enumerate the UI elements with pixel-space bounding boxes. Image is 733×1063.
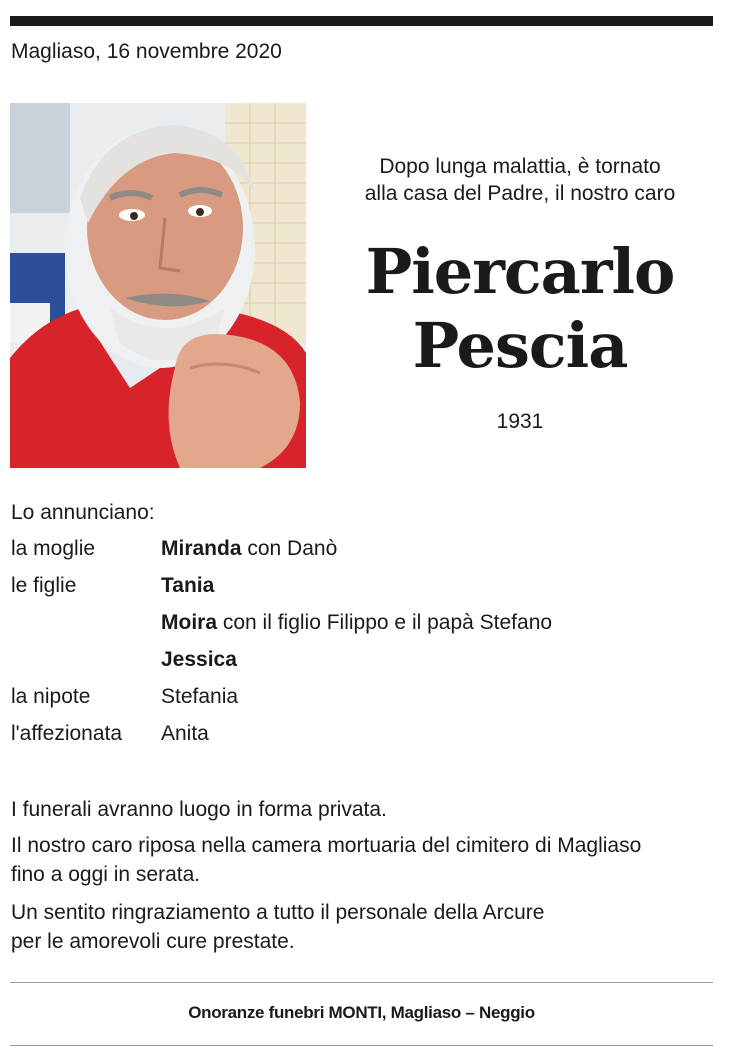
birth-year: 1931 (496, 410, 544, 433)
dateline: Magliaso, 16 novembre 2020 (11, 40, 282, 63)
rest-notice (11, 831, 711, 889)
rest-notice-line-2: fino a oggi in serata. (11, 863, 201, 886)
funeral-home-credit: Onoranze funebri MONTI, Magliaso – Neggio (188, 1003, 535, 1022)
thanks-notice (11, 898, 711, 956)
family-name-rest: Anita (161, 722, 209, 745)
family-name-rest: con Danò (241, 537, 338, 560)
intro-line-2: alla casa del Padre, il nostro caro (364, 182, 676, 205)
intro-text (330, 153, 710, 207)
family-name-bold: Jessica (161, 648, 237, 671)
family-name-bold: Moira (161, 611, 218, 634)
rest-notice-line-1: Il nostro caro riposa nella camera mortuaria del cimitero di Magliaso (11, 834, 642, 857)
family-role: la nipote (11, 685, 91, 708)
family-name-rest: Stefania (161, 685, 239, 708)
footer-bottom-rule (10, 1045, 713, 1046)
funeral-notice: I funerali avranno luogo in forma privata. (11, 798, 387, 821)
last-name: Pescia (412, 309, 628, 382)
family-role: l'affezionata (11, 722, 123, 745)
first-name: Piercarlo (365, 235, 675, 308)
family-role: la moglie (11, 537, 96, 560)
family-name-rest: con il figlio Filippo e il papà Stefano (217, 611, 553, 634)
intro-line-1: Dopo lunga malattia, è tornato (379, 155, 661, 178)
thanks-notice-line-2: per le amorevoli cure prestate. (11, 930, 295, 953)
family-name-bold: Tania (161, 574, 215, 597)
footer-top-rule (10, 982, 713, 983)
family-role: le figlie (11, 574, 77, 597)
portrait-photo (10, 103, 306, 468)
announcers-title: Lo annunciano: (11, 501, 155, 524)
thanks-notice-line-1: Un sentito ringraziamento a tutto il personale della Arcure (11, 901, 545, 924)
top-rule (10, 16, 713, 26)
family-name-bold: Miranda (161, 537, 242, 560)
